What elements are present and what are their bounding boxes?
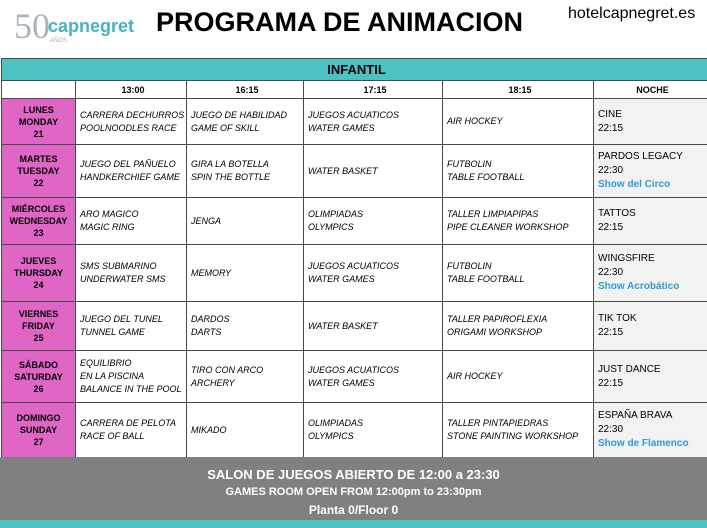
activity-13-00	[76, 145, 187, 198]
logo-sub: AÑOS	[50, 38, 68, 44]
day-cell	[2, 145, 76, 198]
activity-16-15-line: GAME OF SKILL	[191, 122, 260, 133]
activity-16-15-line: TIRO CON ARCO	[191, 364, 264, 375]
footer-line-es: SALON DE JUEGOS ABIERTO DE 12:00 a 23:30	[207, 467, 500, 482]
show-name: Show del Circo	[598, 179, 671, 190]
logo-number: 50	[14, 6, 50, 46]
activity-18-15	[443, 302, 594, 351]
day-cell-line: WEDNESDAY	[9, 216, 68, 226]
activity-17-15-line: OLIMPIADAS	[308, 209, 364, 219]
night-show-cell-line: 22:15	[598, 222, 624, 233]
column-header-16-15: 16:15	[187, 81, 304, 99]
day-cell-line: SÁBADO	[18, 359, 58, 370]
night-show-cell-line: 22:30	[598, 267, 624, 278]
activity-17-15-line: OLYMPICS	[308, 222, 354, 232]
night-show-cell-line: TIK TOK	[598, 313, 637, 324]
night-show-cell-line: 22:15	[598, 327, 624, 338]
activity-18-15	[443, 403, 594, 458]
activity-17-15-line: WATER BASKET	[308, 320, 378, 331]
activity-13-00	[76, 351, 187, 403]
activity-18-15-line: TALLER LIMPIAPIPAS	[447, 209, 539, 219]
activity-13-00-line: JUEGO DEL TUNEL	[80, 314, 163, 324]
night-show-cell	[594, 351, 707, 403]
day-cell-line: TUESDAY	[17, 166, 60, 176]
night-show-cell	[594, 403, 707, 458]
schedule-row	[2, 351, 707, 403]
activity-13-00	[76, 245, 187, 302]
schedule-row	[2, 245, 707, 302]
activity-13-00-line: BALANCE IN THE POOL	[80, 384, 182, 394]
activity-16-15-line: JUEGO DE HABILIDAD	[191, 109, 288, 120]
night-show-cell-line: ESPAÑA BRAVA	[598, 410, 673, 421]
activity-13-00-line: ARO MAGICO	[80, 209, 139, 219]
activity-13-00-line: TUNNEL GAME	[80, 327, 145, 337]
activity-13-00-line: MAGIC RING	[80, 222, 135, 232]
activity-13-00-line: EN LA PISCINA	[80, 371, 145, 381]
activity-16-15-line: SPIN THE BOTTLE	[191, 172, 271, 182]
night-show-cell-line: 22:15	[598, 122, 624, 134]
activity-17-15	[304, 198, 443, 245]
activity-17-15-line: JUEGOS ACUATICOS	[308, 261, 400, 271]
page-title: PROGRAMA DE ANIMACION	[156, 7, 523, 37]
schedule-row	[2, 145, 707, 198]
night-show-cell-line: PARDOS LEGACY	[598, 151, 683, 162]
night-show-cell	[594, 245, 707, 302]
day-cell-line: 23	[33, 228, 44, 238]
day-cell	[2, 245, 76, 302]
activity-18-15-line: FUTBOLIN	[447, 261, 492, 271]
activity-13-00-line: JUEGO DEL PAÑUELO	[80, 159, 176, 169]
activity-17-15	[304, 302, 443, 351]
footer-line-en: GAMES ROOM OPEN FROM 12:00pm to 23:30pm	[225, 486, 482, 498]
activity-17-15	[304, 99, 443, 145]
activity-18-15-line: AIR HOCKEY	[447, 116, 503, 126]
night-show-cell	[594, 145, 707, 198]
activity-16-15	[187, 198, 304, 245]
night-show-cell	[594, 198, 707, 245]
activity-17-15-line: JUEGOS ACUATICOS	[308, 364, 400, 375]
schedule-row	[2, 99, 707, 145]
activity-16-15-line: DARDOS	[191, 314, 230, 324]
activity-17-15-line: OLYMPICS	[308, 431, 354, 441]
column-header-day	[2, 81, 76, 99]
night-show-cell-line: WINGSFIRE	[598, 253, 655, 264]
activity-13-00-line: RACE OF BALL	[80, 431, 145, 441]
activity-18-15-line: TALLER PAPIROFLEXIA	[447, 314, 548, 324]
column-header-17-15: 17:15	[304, 81, 443, 99]
activity-18-15-line: PIPE CLEANER WORKSHOP	[447, 222, 569, 232]
day-cell-line: MARTES	[19, 154, 58, 164]
activity-16-15	[187, 145, 304, 198]
day-cell-line: VIERNES	[18, 309, 59, 319]
activity-17-15	[304, 403, 443, 458]
activity-13-00-line: SMS SUBMARINO	[80, 261, 157, 271]
activity-17-15-line: OLIMPIADAS	[308, 418, 364, 428]
games-room-banner	[0, 457, 707, 520]
activity-16-15-line: DARTS	[191, 327, 222, 337]
day-cell-line: 25	[33, 333, 44, 343]
night-show-cell	[594, 302, 707, 351]
day-cell	[2, 302, 76, 351]
day-cell-line: DOMINGO	[16, 413, 61, 423]
activity-13-00-line: CARRERA DE PELOTA	[80, 418, 177, 428]
activity-18-15-line: TABLE FOOTBALL	[447, 274, 525, 284]
column-header-row	[2, 81, 707, 99]
hotel-logo	[14, 6, 149, 50]
day-cell-line: 24	[33, 280, 44, 290]
night-show-cell-line: 22:30	[598, 424, 624, 435]
activity-13-00-line: HANDKERCHIEF GAME	[80, 172, 180, 182]
activity-17-15-line: WATER GAMES	[308, 122, 375, 133]
day-cell	[2, 198, 76, 245]
column-header-13-00: 13:00	[76, 81, 187, 99]
day-cell-line: JUEVES	[20, 256, 57, 266]
activity-17-15-line: JUEGOS ACUATICOS	[308, 109, 400, 120]
show-name: Show Acrobático	[598, 281, 680, 292]
night-show-cell-line: 22:30	[598, 165, 624, 176]
activity-16-15	[187, 302, 304, 351]
activity-17-15	[304, 145, 443, 198]
logo-word: capnegret	[48, 16, 135, 36]
activity-16-15	[187, 351, 304, 403]
activity-16-15	[187, 99, 304, 145]
day-cell	[2, 403, 76, 458]
activity-17-15-line: WATER GAMES	[308, 274, 375, 284]
day-cell-line: FRIDAY	[22, 321, 55, 331]
activity-13-00-line: EQUILIBRIO	[80, 358, 132, 368]
section-title: INFANTIL	[2, 59, 707, 81]
bottom-strip	[0, 520, 707, 528]
activity-16-15-line: ARCHERY	[191, 377, 235, 388]
schedule-table	[1, 58, 707, 458]
activity-18-15	[443, 99, 594, 145]
activity-16-15	[187, 403, 304, 458]
activity-13-00	[76, 302, 187, 351]
column-header-noche: NOCHE	[594, 81, 707, 99]
activity-13-00-line: POOLNOODLES RACE	[80, 122, 177, 133]
night-show-cell-line: TATTOS	[598, 208, 636, 219]
day-cell-line: MONDAY	[18, 116, 59, 127]
activity-18-15-line: TABLE FOOTBALL	[447, 172, 525, 182]
activity-16-15-line: MIKADO	[191, 424, 227, 435]
show-name: Show de Flamenco	[598, 438, 689, 449]
footer-floor: Planta 0/Floor 0	[308, 503, 399, 517]
day-cell	[2, 99, 76, 145]
activity-17-15-line: WATER BASKET	[308, 165, 378, 176]
day-cell-line: MIÉRCOLES	[11, 204, 66, 214]
activity-16-15-line: JENGA	[191, 215, 222, 226]
column-header-18-15: 18:15	[443, 81, 594, 99]
day-cell-line: SATURDAY	[14, 371, 63, 382]
activity-13-00	[76, 198, 187, 245]
activity-18-15-line: TALLER PINTAPIEDRAS	[447, 418, 549, 428]
night-show-cell-line: JUST DANCE	[598, 363, 661, 375]
page-header	[0, 0, 707, 58]
activity-16-15-line: MEMORY	[191, 267, 232, 278]
website-link[interactable]: hotelcapnegret.es	[568, 5, 696, 22]
activity-18-15	[443, 198, 594, 245]
night-show-cell-line: CINE	[598, 108, 622, 120]
activity-18-15	[443, 245, 594, 302]
day-cell-line: LUNES	[23, 104, 54, 115]
activity-18-15-line: FUTBOLIN	[447, 159, 492, 169]
activity-13-00-line: CARRERA DECHURROS	[80, 109, 185, 120]
day-cell-line: 21	[33, 128, 44, 139]
activity-17-15	[304, 245, 443, 302]
section-band	[2, 59, 707, 81]
activity-16-15-line: GIRA LA BOTELLA	[191, 159, 269, 169]
night-show-cell-line: 22:15	[598, 377, 624, 389]
day-cell-line: 22	[33, 178, 44, 188]
activity-18-15-line: STONE PAINTING WORKSHOP	[447, 431, 579, 441]
day-cell-line: 27	[33, 437, 44, 447]
activity-18-15	[443, 351, 594, 403]
day-cell-line: SUNDAY	[19, 425, 58, 435]
activity-18-15-line: AIR HOCKEY	[447, 371, 503, 381]
day-cell-line: 26	[33, 383, 44, 394]
activity-13-00-line: UNDERWATER SMS	[80, 274, 166, 284]
day-cell	[2, 351, 76, 403]
activity-13-00	[76, 403, 187, 458]
schedule-row	[2, 198, 707, 245]
night-show-cell	[594, 99, 707, 145]
schedule-row	[2, 403, 707, 458]
activity-16-15	[187, 245, 304, 302]
day-cell-line: THURSDAY	[13, 268, 64, 278]
activity-17-15-line: WATER GAMES	[308, 377, 375, 388]
activity-17-15	[304, 351, 443, 403]
activity-18-15	[443, 145, 594, 198]
activity-13-00	[76, 99, 187, 145]
activity-18-15-line: ORIGAMI WORKSHOP	[447, 327, 543, 337]
schedule-row	[2, 302, 707, 351]
